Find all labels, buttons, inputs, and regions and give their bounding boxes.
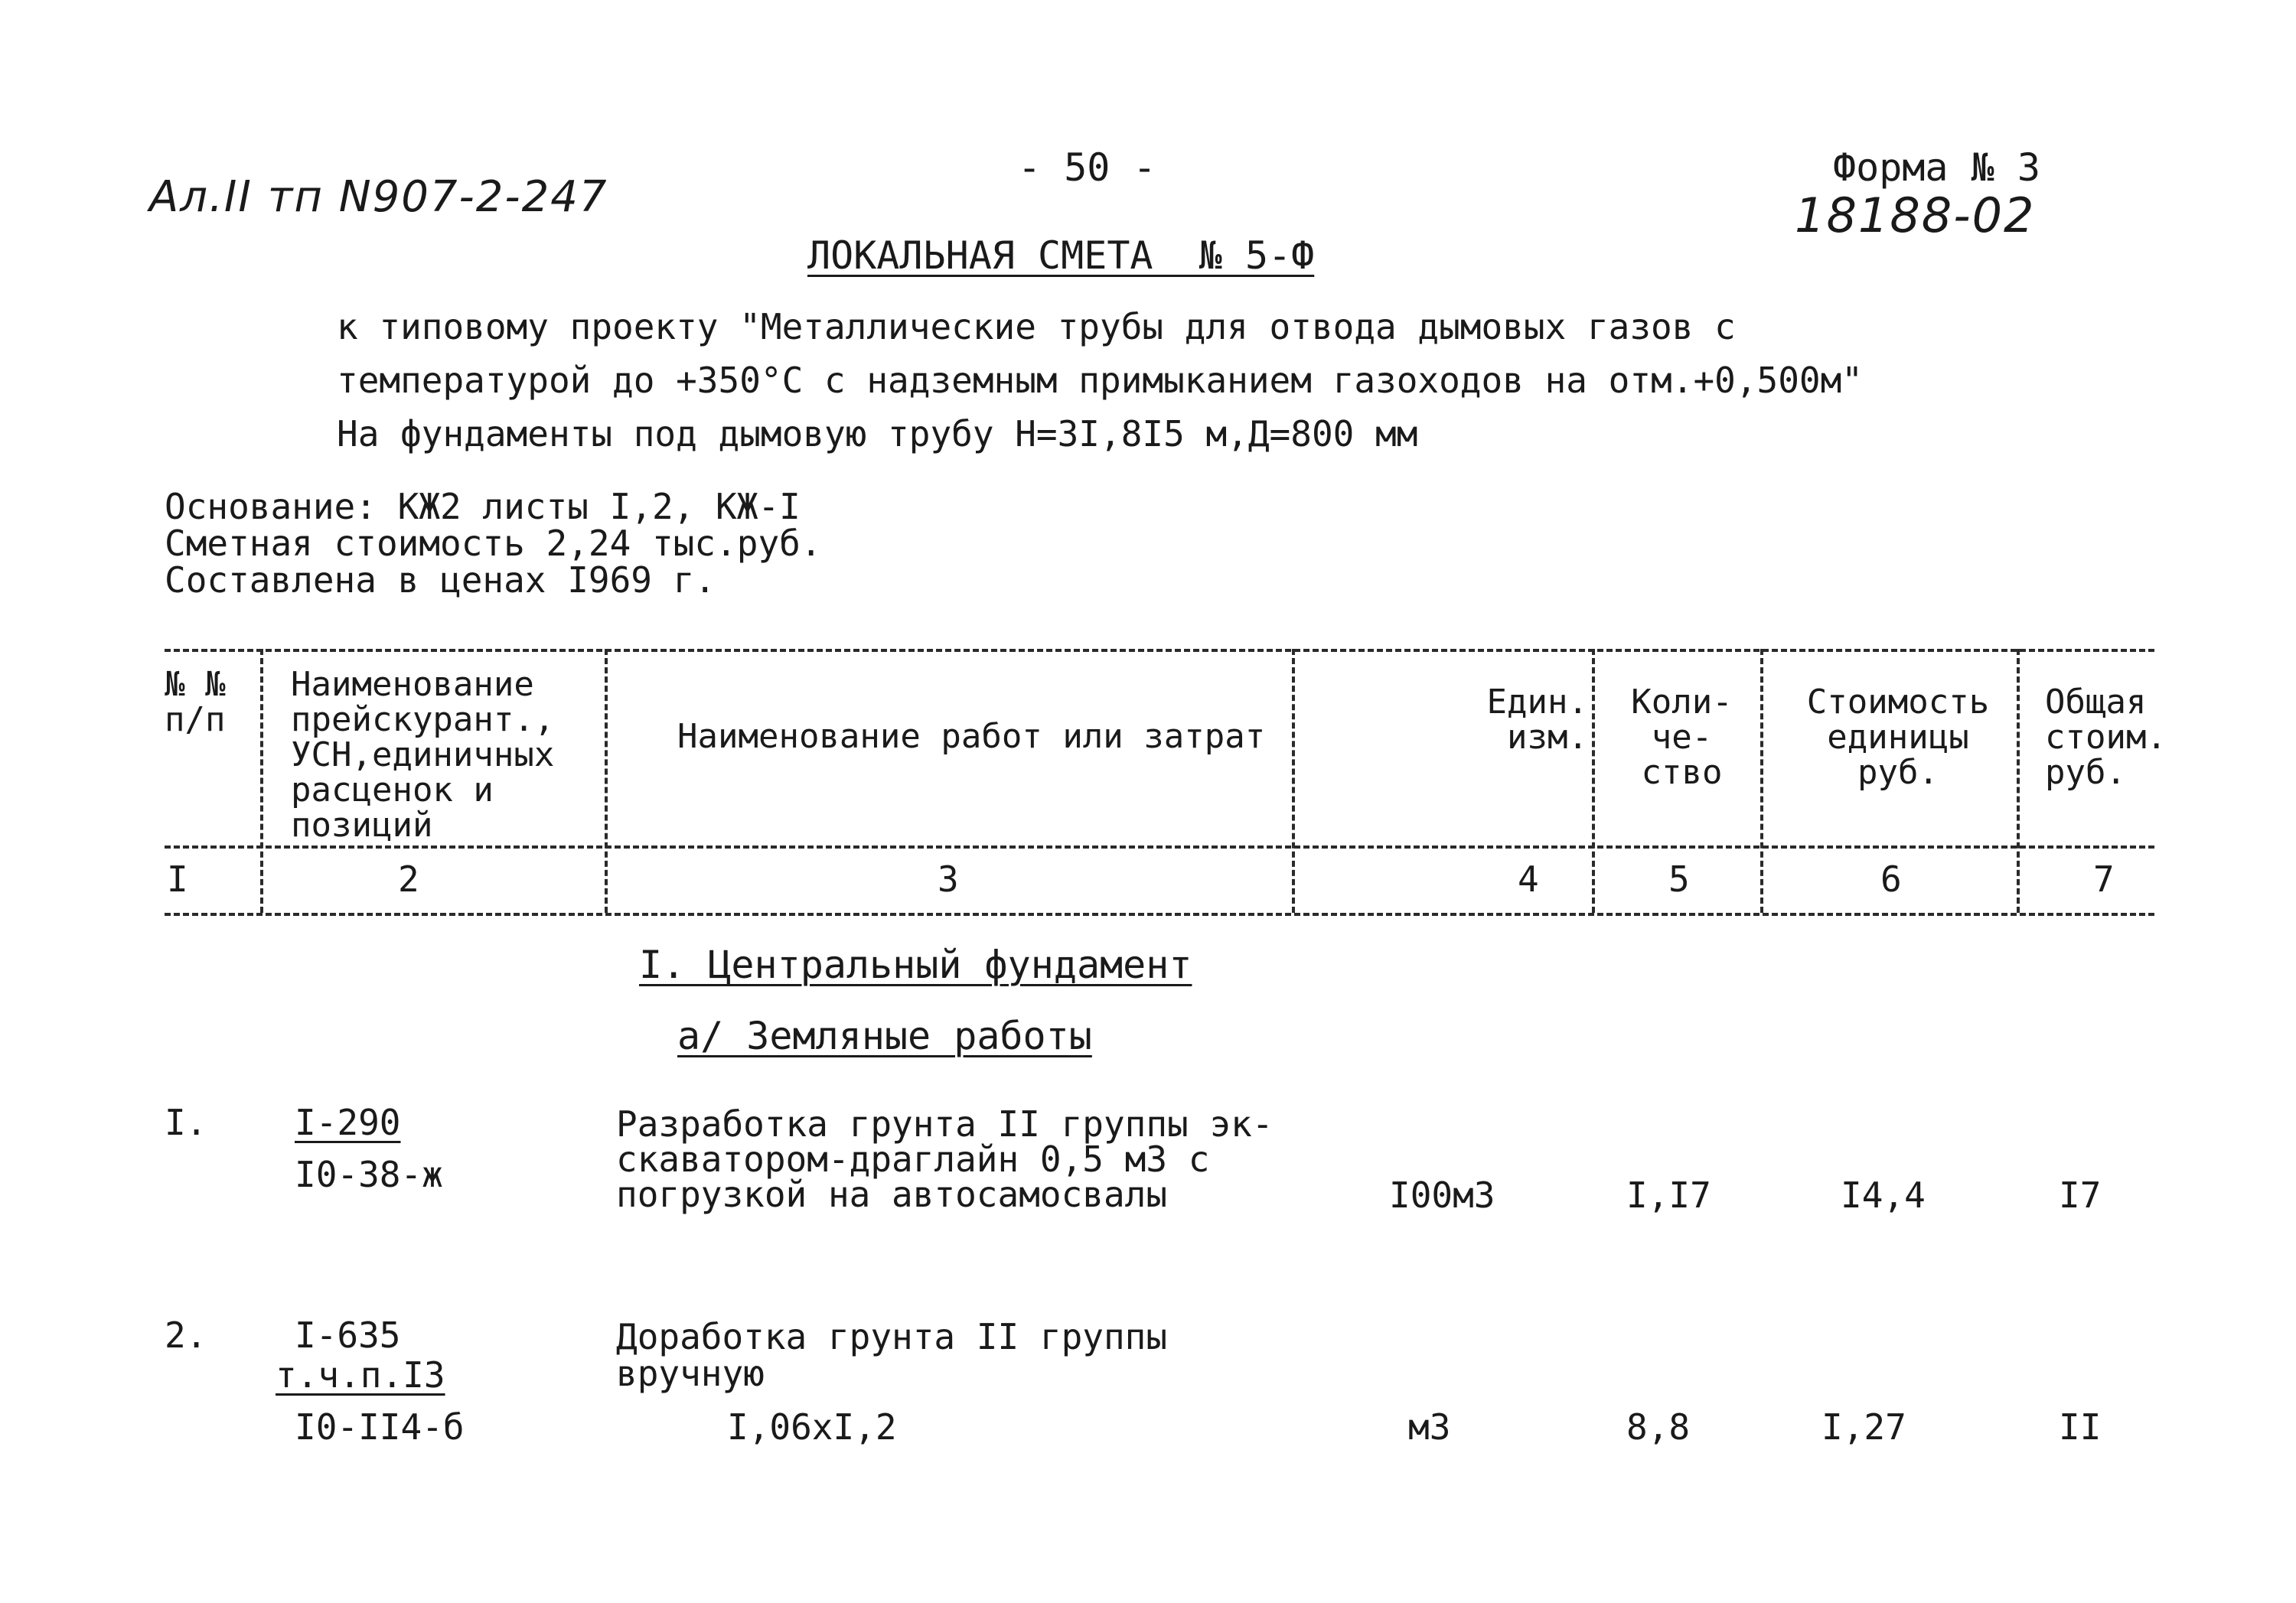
header-col-5: Коли- че- ство <box>1631 683 1733 792</box>
row-1-desc-2: скаватором-драглайн 0,5 м3 с <box>616 1139 1210 1180</box>
section-title: I. Центральный фундамент <box>639 943 1192 987</box>
row-1-unit: I00м3 <box>1389 1175 1495 1216</box>
row-1-unit-cost: I4,4 <box>1841 1175 1926 1216</box>
col-number-5: 5 <box>1668 859 1690 900</box>
table-top-rule <box>165 649 2154 652</box>
page-number: - 50 - <box>1018 145 1156 190</box>
col-divider-1 <box>260 649 263 913</box>
row-1-qty: I,I7 <box>1626 1175 1711 1216</box>
col-divider-4 <box>1592 649 1595 913</box>
header-col-3: Наименование работ или затрат <box>677 717 1266 756</box>
handwritten-doc-ref: Ал.II тп N907-2-247 <box>149 172 608 222</box>
col-divider-5 <box>1760 649 1763 913</box>
form-label: Форма № 3 <box>1833 145 2040 190</box>
col-number-2: 2 <box>398 859 419 900</box>
row-2-total: II <box>2059 1406 2102 1448</box>
row-1-desc-3: погрузкой на автосамосвалы <box>616 1174 1168 1215</box>
col-number-3: 3 <box>938 859 959 900</box>
row-2-qty: 8,8 <box>1626 1406 1691 1448</box>
row-2-code-2: т.ч.п.I3 <box>276 1354 445 1396</box>
row-2-code-3: I0-II4-б <box>295 1406 465 1448</box>
col-number-7: 7 <box>2093 859 2115 900</box>
row-2-code-1: I-635 <box>295 1315 401 1356</box>
table-numbers-rule <box>165 913 2154 916</box>
row-2-desc-2: вручную <box>616 1353 765 1394</box>
col-divider-2 <box>605 649 608 913</box>
row-1-num: I. <box>165 1102 207 1143</box>
row-1-code-1: I-290 <box>295 1102 401 1143</box>
document-title: ЛОКАЛЬНАЯ СМЕТА № 5-Ф <box>807 233 1315 278</box>
subsection-title: а/ Земляные работы <box>677 1014 1092 1058</box>
col-number-6: 6 <box>1880 859 1902 900</box>
col-number-1: I <box>167 859 188 900</box>
row-1-total: I7 <box>2059 1175 2102 1216</box>
subtitle-line-3: На фундаменты под дымовую трубу Н=3I,8I5 м,Д=800 мм <box>337 413 1418 455</box>
row-1-code-2: I0-38-ж <box>295 1154 443 1195</box>
row-1-desc-1: Разработка грунта II группы эк- <box>616 1103 1274 1145</box>
row-2-num: 2. <box>165 1315 207 1356</box>
table-header-rule <box>165 845 2154 849</box>
col-number-4: 4 <box>1518 859 1539 900</box>
col-divider-6 <box>2017 649 2020 913</box>
subtitle-line-2: температурой до +350°С с надземным примыканием газоходов на отм.+0,500м" <box>337 360 1863 401</box>
row-2-coefficient: I,06xI,2 <box>727 1406 897 1448</box>
header-col-7: Общая стоим. руб. <box>2045 683 2167 792</box>
row-2-desc-1: Доработка грунта II группы <box>616 1316 1168 1357</box>
header-col-4: Един. изм. <box>1486 683 1588 757</box>
row-2-unit-cost: I,27 <box>1821 1406 1906 1448</box>
header-col-2: Наименование прейскурант., УСН,единичных расценок и позиций <box>291 665 555 845</box>
basis-line-2: Сметная стоимость 2,24 тыс.руб. <box>165 523 822 564</box>
basis-line-1: Основание: КЖ2 листы I,2, КЖ-I <box>165 486 801 527</box>
basis-line-3: Составлена в ценах I969 г. <box>165 559 716 601</box>
subtitle-line-1: к типовому проекту "Металлические трубы для отвода дымовых газов с <box>337 306 1736 347</box>
col-divider-3 <box>1292 649 1295 913</box>
row-2-unit: м3 <box>1408 1406 1451 1448</box>
handwritten-code: 18188-02 <box>1795 187 2036 243</box>
header-col-1: № № п/п <box>165 665 226 739</box>
header-col-6: Стоимость единицы руб. <box>1806 683 1990 792</box>
